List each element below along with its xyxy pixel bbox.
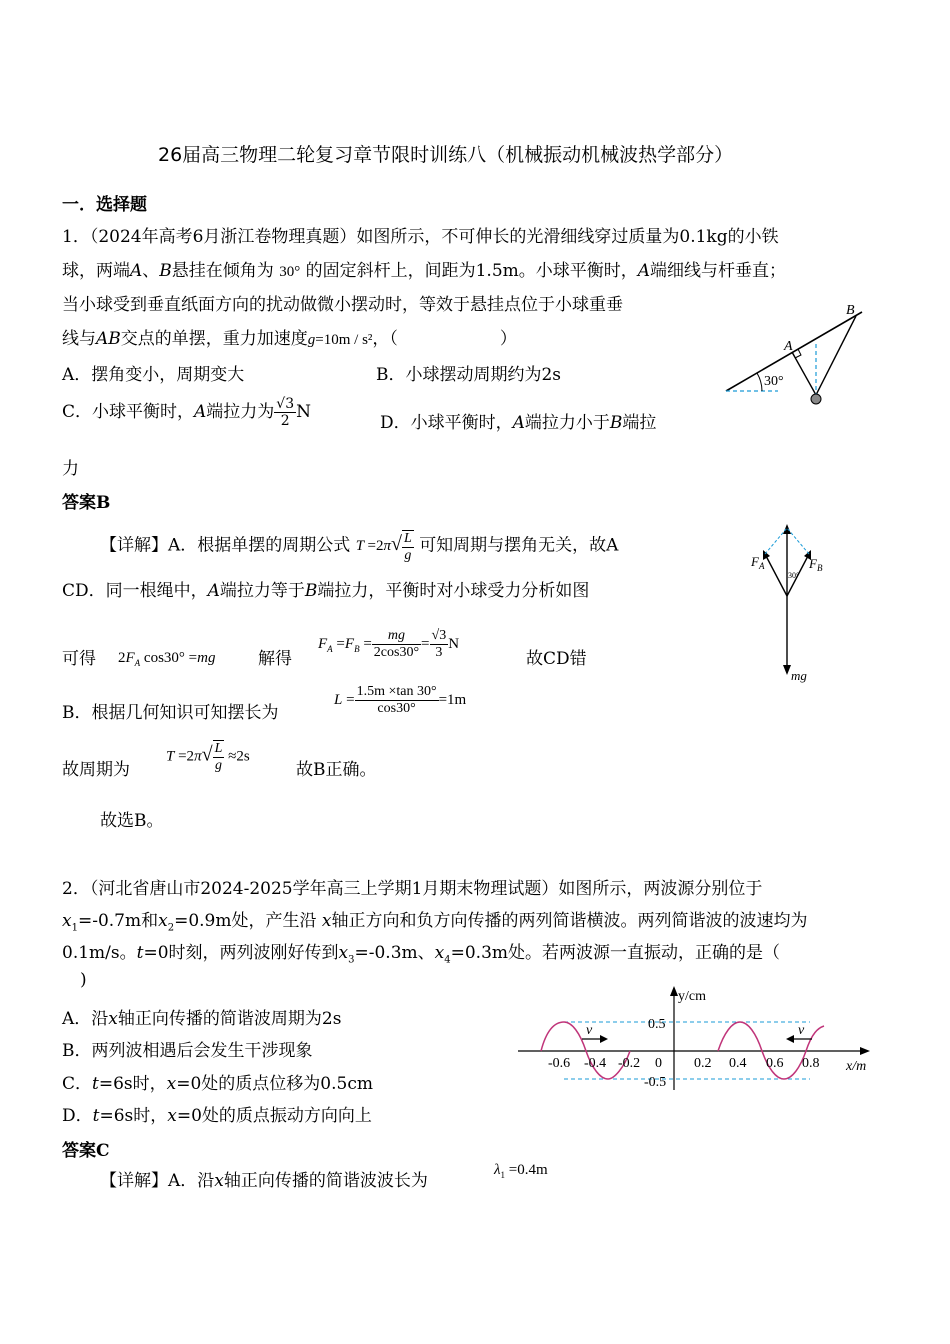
q1-text: 端拉力，平衡时对小球受力分析如图: [317, 581, 590, 601]
q1-text: CD．同一根绳中，: [62, 581, 208, 601]
x-tick: -0.2: [618, 1056, 641, 1071]
var-A: A: [637, 261, 651, 281]
var-B: B: [304, 581, 318, 601]
q2-text: 0.1m/s。: [62, 943, 137, 963]
q2-text: =0处的质点位移为0.5cm: [176, 1074, 373, 1094]
velocity-label-left: v: [586, 1023, 593, 1038]
section-heading: 一．选择题: [62, 195, 147, 215]
formula-balance: $2F_A$ cos30° =mg: [118, 650, 216, 668]
fig1-label-b: B: [846, 303, 855, 318]
q2-text: =6s时，: [99, 1106, 168, 1126]
q2-text: =0.3m处。若两波源一直振动，正确的是（: [450, 943, 781, 963]
q1-text: 交点的单摆，重力加速度: [120, 329, 308, 349]
q2-text: =-0.7m和: [77, 911, 159, 931]
q2-line3: 0.1m/s。t=0时刻，两列波刚好传到$x_3=-0.3m$、$x_4=0.3m$处。若两波源一直振动，正确的是（: [62, 943, 781, 966]
q1-text: ，（ ）: [372, 329, 517, 349]
fig1-label-a: A: [784, 339, 793, 354]
q1-line4: [62, 324, 517, 349]
q2-option-d: D．t=6s时，x=0处的质点振动方向向上: [62, 1106, 372, 1126]
q1-explain-6: 故选B。: [100, 811, 164, 831]
q1-line2: 球，两端A、B悬挂在倾角为 30° 的固定斜杆上，间距为1.5m。小球平衡时，A端细线与杆垂直；: [62, 261, 787, 281]
formula-tension: $F_A =F_B$ = $\frac{mg}{2\cos 30^\circ}$ = $\frac{√3}{3}$ N: [318, 628, 460, 660]
q2-option-b: B．两列波相遇后会发生干涉现象: [62, 1041, 313, 1061]
x-tick: 0.4: [729, 1056, 747, 1071]
q2-option-a: A．沿x轴正向传播的简谐波周期为2s: [62, 1009, 342, 1029]
q1-text: C．小球平衡时，: [62, 402, 195, 422]
q1-text: 端拉力小于: [524, 413, 610, 433]
q2-line2: $x_1=-0.7m$和$x_2=0.9m$处，产生沿 x轴正方向和负方向传播的两列简谐横波。两列简谐波的波速均为: [62, 911, 808, 934]
x-tick: 0.2: [694, 1056, 712, 1071]
q1-text: N: [296, 402, 311, 422]
q1-option-a: A．摆角变小，周期变大: [62, 365, 245, 385]
var-A: A: [512, 413, 525, 433]
q1-text: 端拉力等于: [219, 581, 305, 601]
q1-explain-3: [62, 644, 96, 669]
fig1-angle: 30°: [764, 374, 784, 389]
q1-text: 端拉: [622, 413, 657, 433]
q1-text: 球，两端: [62, 261, 130, 281]
q1-text: 悬挂在倾角为: [171, 261, 274, 281]
q1-explain-2: [62, 576, 589, 601]
q1-text: 端细线与杆垂直；: [650, 261, 787, 281]
x-tick: 0.6: [766, 1056, 784, 1071]
formula-period: T =2π√ $\frac{L}{g}$: [355, 531, 412, 563]
y-axis-label: y/cm: [678, 989, 706, 1004]
q1-option-d: [380, 408, 656, 433]
page-title: 26届高三物理二轮复习章节限时训练八（机械振动机械波热学部分）: [158, 144, 734, 166]
q1-text: 的固定斜杆上，间距为1.5m。小球平衡时，: [305, 261, 638, 281]
force-angle-label: 30°: [788, 571, 800, 580]
y-tick-pos: 0.5: [648, 1017, 666, 1032]
formula-wavelength: $\lambda_1 =0.4m$: [494, 1162, 548, 1180]
var-B: B: [159, 261, 172, 281]
q2-text: C．: [62, 1074, 93, 1094]
q1-text: 解得: [258, 649, 292, 669]
var-B: B: [609, 413, 623, 433]
q2-text: D．: [62, 1106, 93, 1126]
q2-text: =6s时，: [98, 1074, 167, 1094]
formula-period-result: T =2π√ $\frac{L}{g}$ ≈2s: [166, 741, 250, 773]
q2-line1: 2．（河北省唐山市2024-2025学年高三上学期1月期末物理试题）如图所示，两波源分别位于: [62, 879, 763, 899]
var-A: A: [130, 261, 143, 281]
q2-text: =0处的质点振动方向向上: [176, 1106, 372, 1126]
q1-text: 故B正确。: [296, 760, 377, 780]
q1-text: 端拉力为: [206, 402, 275, 422]
var-A: A: [194, 402, 207, 422]
x-ticks: [548, 1056, 820, 1071]
var-AB: AB: [96, 329, 121, 349]
q1-option-b: B．小球摆动周期约为2s: [376, 365, 562, 385]
var-g: g: [307, 332, 316, 348]
q1-line1: 1．（2024年高考6月浙江卷物理真题）如图所示，不可伸长的光滑细线穿过质量为0.1kg的小铁: [62, 227, 779, 247]
q1-text: 可得: [62, 649, 96, 669]
x-tick: 0: [655, 1056, 662, 1071]
incline-figure: [720, 298, 870, 408]
var-A: A: [207, 581, 220, 601]
q1-text: 【详解】A．根据单摆的周期公式: [100, 535, 351, 556]
q1-explain-4: B．根据几何知识可知摆长为: [62, 703, 279, 723]
fraction-sqrt3-over-2: $\frac{√3}{2}$: [276, 396, 295, 429]
y-tick-neg: -0.5: [644, 1075, 667, 1090]
q2-option-c: C．t=6s时，x=0处的质点位移为0.5cm: [62, 1074, 373, 1094]
q2-line4: ): [80, 970, 87, 990]
force-fb-label: $F_B$: [809, 556, 823, 573]
q1-text: 故CD错: [526, 649, 587, 669]
q2-text: =-0.3m、: [354, 943, 435, 963]
q1-text: 可知周期与摆角无关，故A: [419, 535, 619, 556]
q2-text: 轴正向传播的简谐波周期为2s: [117, 1009, 342, 1029]
q1-text: D．小球平衡时，: [380, 413, 513, 433]
q1-explain-5: 故周期为: [62, 760, 130, 780]
x-tick: 0.8: [802, 1056, 820, 1071]
q2-text: 【详解】A．沿: [100, 1171, 215, 1191]
wave-figure: [514, 978, 874, 1098]
g-value: =10m / s²: [315, 332, 373, 348]
q2-text: 轴正向传播的简谐波波长为: [223, 1171, 428, 1191]
q1-text: 线与: [62, 329, 96, 349]
force-mg-label: mg: [791, 668, 807, 683]
q2-text: =0时刻，两列波刚好传到: [143, 943, 339, 963]
q2-text: =0.9m处，产生沿: [174, 911, 317, 931]
q2-explain-1: 【详解】A．沿x轴正向传播的简谐波波长为: [100, 1171, 428, 1191]
velocity-label-right: v: [798, 1023, 805, 1038]
q2-answer: 答案C: [62, 1141, 110, 1161]
q2-text: 轴正方向和负方向传播的两列简谐横波。两列简谐波的波速均为: [331, 911, 808, 931]
x-tick: -0.6: [548, 1056, 571, 1071]
formula-length: L = $\frac{1.5m \times\tan 30^\circ}{\cos 30^\circ}$ =1m: [334, 684, 467, 716]
q1-line3: 当小球受到垂直纸面方向的扰动做微小摆动时，等效于悬挂点位于小球重垂: [62, 295, 623, 315]
x-axis-label: x/m: [846, 1059, 867, 1074]
force-fa-label: $F_A$: [751, 554, 765, 571]
force-diagram: [745, 520, 835, 690]
angle-value: 30°: [279, 264, 301, 280]
q1-explain-1: [100, 530, 618, 564]
x-tick: -0.4: [584, 1056, 607, 1071]
q1-answer: 答案B: [62, 493, 111, 513]
q1-option-c: [62, 396, 311, 429]
q2-text: A．沿: [62, 1009, 109, 1029]
q1-option-d-cont: 力: [62, 459, 79, 479]
